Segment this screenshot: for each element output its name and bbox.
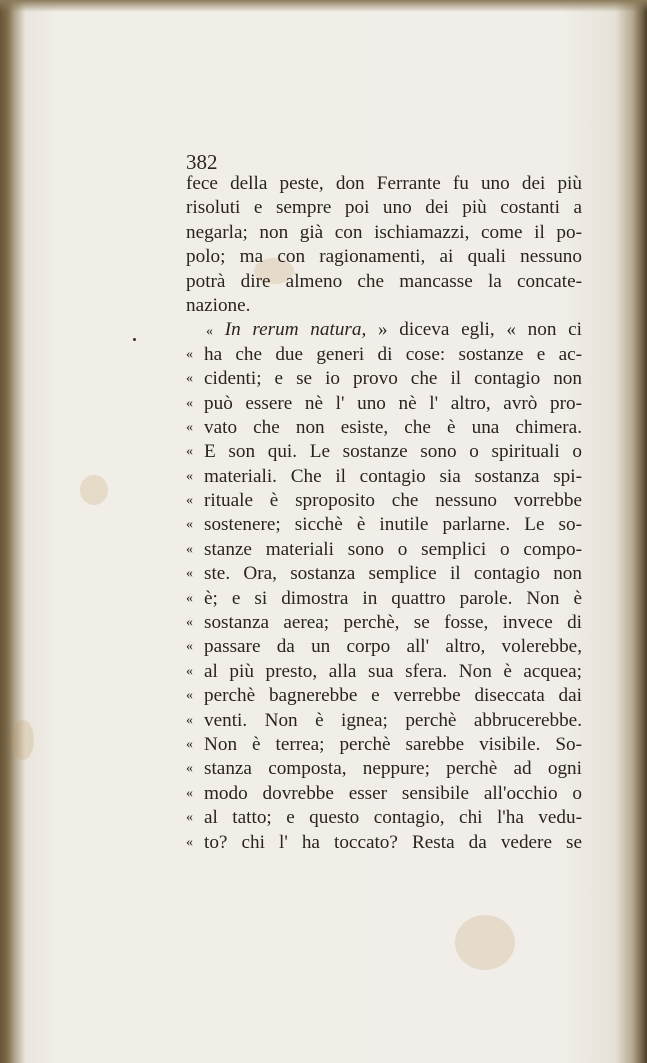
quote-mark: « [186,541,193,557]
quote-mark: « [186,761,193,777]
line-text: ste. Ora, sostanza semplice il contagio non [204,563,582,585]
text-line [186,660,582,684]
quote-mark: « [186,468,193,484]
text-line [186,757,582,781]
quote-mark: « [186,663,193,679]
text-line [186,416,582,440]
text-line [186,318,582,342]
text-line [186,806,582,830]
line-text: » diceva egli, « non ci [378,319,583,341]
text-line [186,489,582,513]
line-text: materiali. Che il contagio sia sostanza spi- [204,465,582,487]
quote-mark: « [186,834,193,850]
line-text: vato che non esiste, che è una chimera. [204,416,582,438]
quote-mark: « [186,346,193,362]
line-text: è; e si dimostra in quattro parole. Non è [204,587,582,609]
quote-mark: « [186,688,193,704]
foxing-stain [80,475,108,505]
line-text: al più presto, alla sua sfera. Non è acquea; [204,660,582,682]
text-line [186,831,582,855]
text-line [186,440,582,464]
line-text: Non è terrea; perchè sarebbe visibile. So- [204,733,582,755]
line-text: al tatto; e questo contagio, chi l'ha vedu- [204,807,582,829]
quote-mark: « [186,810,193,826]
line-text: perchè bagnerebbe e verrebbe diseccata dai [204,685,582,707]
line-text: passare da un corpo all' altro, volerebbe, [204,636,582,658]
quote-mark: « [186,395,193,411]
line-text: sostenere; sicchè è inutile parlarne. Le so- [204,514,582,536]
line-text: ha che due generi di cose: sostanze e ac- [204,343,582,365]
text-line [186,343,582,367]
quote-mark: « [186,493,193,509]
line-text: stanza composta, neppure; perchè ad ogni [204,758,582,780]
text-line [186,782,582,806]
line-text: stanze materiali sono o semplici o compo- [204,538,582,560]
foxing-stain [12,720,34,760]
margin-mark [133,338,136,341]
text-line: negarla; non già con ischiamazzi, come il po- [186,221,582,243]
page-top-edge [0,0,647,12]
text-line [186,392,582,416]
line-text: modo dovrebbe esser sensibile all'occhio o [204,782,582,804]
text-line [186,733,582,757]
foxing-stain [455,915,515,970]
quote-mark: « [186,615,193,631]
line-text: sostanza aerea; perchè, se fosse, invece di [204,612,582,634]
body-text [186,172,582,855]
latin-phrase: In rerum natura, [224,319,367,341]
text-line: risoluti e sempre poi uno dei più costanti a [186,197,582,219]
text-line [186,465,582,489]
text-line: nazione. [186,294,251,316]
text-line [186,635,582,659]
text-line [186,513,582,537]
text-line: fece della peste, don Ferrante fu uno dei più [186,173,582,194]
quote-mark: « [186,736,193,752]
line-text: cidenti; e se io provo che il contagio non [204,368,582,390]
quote-mark: « [186,566,193,582]
quote-mark: « [186,639,193,655]
quote-mark: « [186,517,193,533]
text-line [186,587,582,611]
text-line [186,538,582,562]
page-number: 382 [186,150,218,174]
line-text: può essere nè l' uno nè l' altro, avrò pro- [204,392,582,414]
text-line: potrà dire almeno che mancasse la concate- [186,270,582,292]
quote-mark: « [206,324,213,340]
line-text: venti. Non è ignea; perchè abbrucerebbe. [204,709,582,731]
quote-mark: « [186,371,193,387]
line-text: to? chi l' ha toccato? Resta da vedere se [204,831,582,853]
quote-mark: « [186,590,193,606]
text-line [186,367,582,391]
quote-mark: « [186,712,193,728]
quote-mark: « [186,444,193,460]
text-line: polo; ma con ragionamenti, ai quali nessuno [186,246,582,268]
line-text: rituale è sproposito che nessuno vorrebbe [204,490,582,512]
quote-mark: « [186,419,193,435]
text-line [186,562,582,586]
binding-shadow [0,0,26,1063]
text-line [186,709,582,733]
line-text: E son qui. Le sostanze sono o spirituali o [204,441,582,463]
quote-mark: « [186,785,193,801]
text-line [186,684,582,708]
text-line [186,611,582,635]
